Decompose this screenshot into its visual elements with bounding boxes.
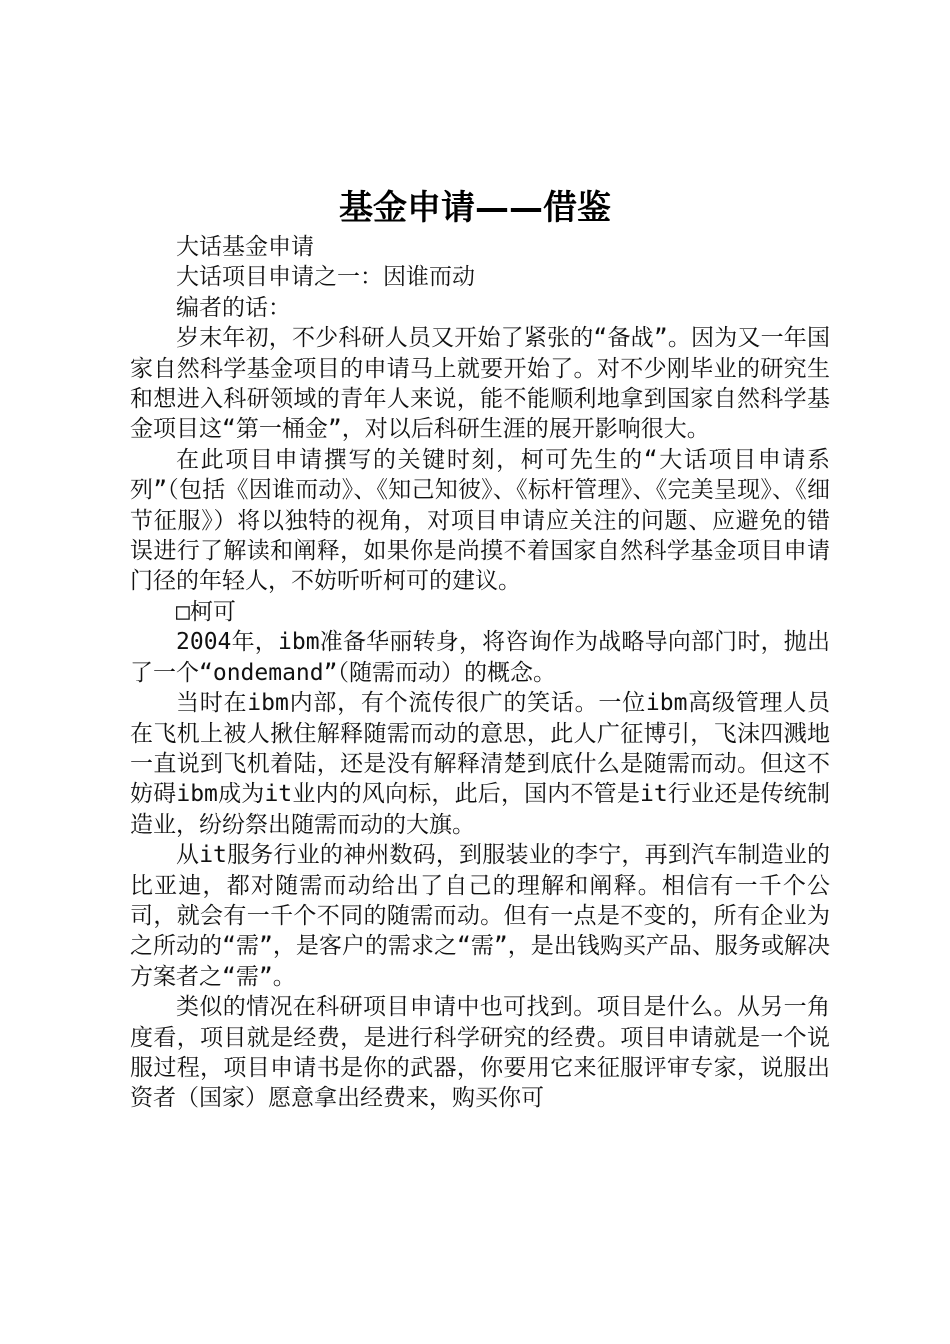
paragraph: 当时在ibm内部，有个流传很广的笑话。一位ibm高级管理人员在飞机上被人揪住解释随需而动的意思，此人广征博引，飞沫四溅地一直说到飞机着陆，还是没有解释清楚到底什么是随需而动。但这不妨碍ibm成为it业内的风向标，此后，国内不管是it行业还是传统制造业，纷纷祭出随需而动的大旗。 (130, 690, 830, 838)
paragraph: 类似的情况在科研项目申请中也可找到。项目是什么。从另一角度看，项目就是经费，是进行科学研究的经费。项目申请就是一个说服过程，项目申请书是你的武器，你要用它来征服评审专家，说服出资者（国家）愿意拿出经费来，购买你可 (130, 994, 830, 1112)
paragraph: 岁末年初，不少科研人员又开始了紧张的“备战”。因为又一年国家自然科学基金项目的申请马上就要开始了。对不少刚毕业的研究生和想进入科研领域的青年人来说，能不能顺利地拿到国家自然科学基金项目这“第一桶金”，对以后科研生涯的展开影响很大。 (130, 325, 830, 443)
paragraph-editor-note-label: 编者的话： (176, 294, 291, 321)
paragraph: 从it服务行业的神州数码，到服装业的李宁，再到汽车制造业的比亚迪，都对随需而动给出了自己的理解和阐释。相信有一千个公司，就会有一千个不同的随需而动。但有一点是不变的，所有企业为之所动的“需”，是客户的需求之“需”，是出钱购买产品、服务或解决方案者之“需”。 (130, 842, 830, 990)
paragraph-heading-part-one: 大话项目申请之一：因谁而动 (176, 264, 475, 291)
author-byline: □柯可 (176, 598, 236, 625)
paragraph: 在此项目申请撰写的关键时刻，柯可先生的“大话项目申请系列”（包括《因谁而动》、《知己知彼》、《标杆管理》、《完美呈现》、《细节征服》）将以独特的视角，对项目申请应关注的问题、应避免的错误进行了解读和阐释，如果你是尚摸不着国家自然科学基金项目申请门径的年轻人，不妨听听柯可的建议。 (130, 446, 830, 595)
document-body (130, 232, 830, 1114)
document-title: 基金申请——借鉴 (339, 188, 611, 228)
paragraph: 2004年，ibm准备华丽转身，将咨询作为战略导向部门时，抛出了一个“ondemand”（随需而动）的概念。 (130, 629, 830, 686)
paragraph-heading-series: 大话基金申请 (176, 234, 314, 260)
